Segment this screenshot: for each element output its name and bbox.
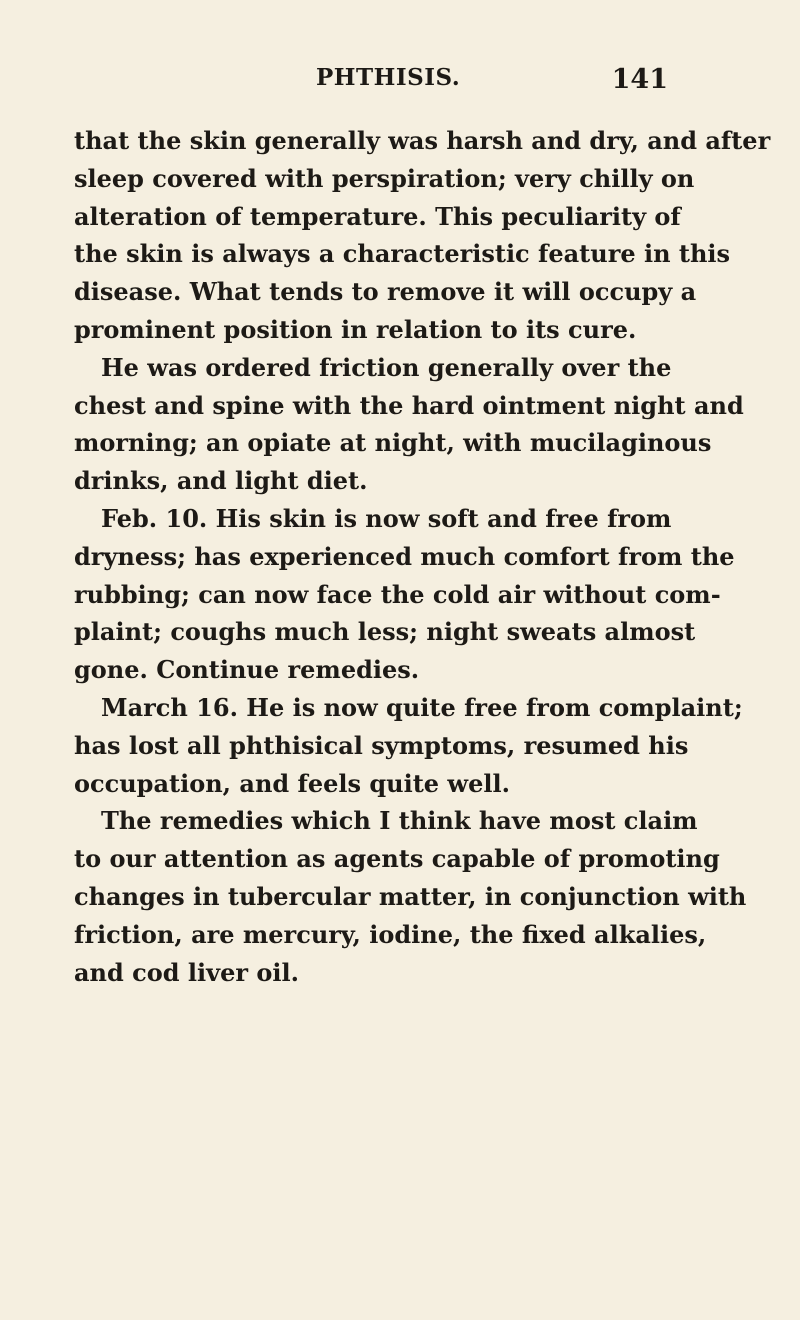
text-line: The remedies which I think have most claim — [101, 806, 698, 836]
text-line: March 16. He is now quite free from complaint; — [101, 692, 743, 722]
text-line: drinks, and light diet. — [74, 466, 368, 496]
text-line: rubbing; can now face the cold air without com- — [74, 579, 721, 609]
text-line: the skin is always a characteristic feature in this — [74, 239, 731, 269]
text-line: sleep covered with perspiration; very chilly on — [74, 163, 695, 193]
page-header — [74, 64, 668, 104]
text-line: He was ordered friction generally over the — [101, 352, 672, 382]
text-line: has lost all phthisical symptoms, resumed his — [74, 730, 689, 760]
text-line: occupation, and feels quite well. — [74, 768, 510, 798]
text-line: changes in tubercular matter, in conjunction with — [74, 881, 747, 911]
text-line: Feb. 10. His skin is now soft and free from — [101, 503, 672, 533]
text-line: morning; an opiate at night, with mucilaginous — [74, 428, 712, 458]
page-number: 141 — [611, 64, 668, 95]
running-head: PHTHISIS. — [316, 64, 461, 91]
text-line: friction, are mercury, iodine, the fixed alkalies, — [74, 919, 707, 949]
text-line: plaint; coughs much less; night sweats almost — [74, 617, 696, 647]
text-line: to our attention as agents capable of promoting — [74, 844, 720, 874]
text-line: alteration of temperature. This peculiarity of — [74, 201, 681, 231]
text-line: that the skin generally was harsh and dry, and after — [74, 126, 771, 155]
text-line: prominent position in relation to its cure. — [74, 314, 637, 344]
body-text — [74, 122, 771, 991]
text-line: and cod liver oil. — [74, 957, 299, 987]
text-line: gone. Continue remedies. — [74, 655, 420, 685]
text-line: dryness; has experienced much comfort from the — [74, 541, 735, 571]
text-line: disease. What tends to remove it will occupy a — [74, 277, 697, 307]
text-line: chest and spine with the hard ointment night and — [74, 390, 744, 420]
